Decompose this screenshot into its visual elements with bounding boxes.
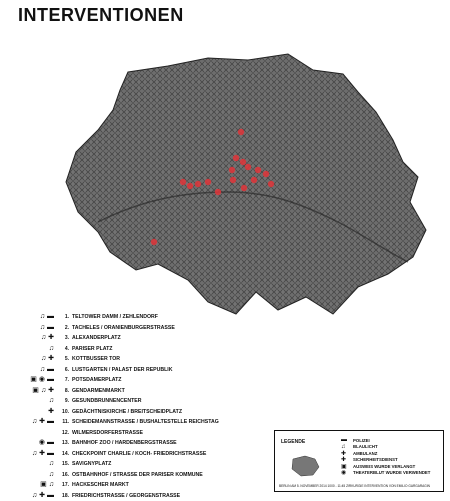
intervention-number: 17.	[60, 482, 69, 488]
intervention-marker	[233, 155, 239, 161]
legend-item-label: THEATERBLUT WURDE VERWENDET	[353, 470, 430, 475]
bell-icon: ♫	[40, 313, 45, 321]
intervention-icons	[20, 313, 60, 321]
cross-icon: ✚	[48, 334, 54, 342]
city-outline	[66, 54, 426, 314]
gun-icon: ▬	[47, 492, 54, 500]
bell-icon: ♫	[32, 450, 37, 458]
intervention-row	[20, 396, 290, 407]
intervention-number: 2.	[60, 325, 69, 331]
intervention-row	[20, 459, 290, 470]
intervention-number: 3.	[60, 335, 69, 341]
intervention-number: 6.	[60, 367, 69, 373]
bell-icon: ♫	[41, 334, 46, 342]
intervention-icons	[20, 460, 60, 468]
intervention-label: WILMERSDORFERSTRASSE	[72, 430, 143, 436]
intervention-marker	[151, 239, 157, 245]
intervention-row	[20, 312, 290, 323]
intervention-label: HACKESCHER MARKT	[72, 482, 129, 488]
bell-icon: ♫	[49, 481, 54, 489]
intervention-number: 14.	[60, 451, 69, 457]
legend-item-label: AMBULANZ	[353, 451, 377, 456]
intervention-label: PARISER PLATZ	[72, 346, 112, 352]
gun-icon: ▬	[47, 376, 54, 384]
cross-icon: ✚	[48, 387, 54, 395]
intervention-marker	[215, 189, 221, 195]
intervention-icons	[20, 408, 60, 416]
intervention-marker	[268, 181, 274, 187]
intervention-row	[20, 428, 290, 439]
intervention-row	[20, 470, 290, 481]
intervention-icons	[20, 471, 60, 479]
intervention-label: SAVIGNYPLATZ	[72, 461, 111, 467]
intervention-marker	[241, 185, 247, 191]
document-icon: ▣	[40, 481, 47, 489]
intervention-number: 7.	[60, 377, 69, 383]
document-icon: ▣	[32, 387, 39, 395]
intervention-label: GENDARMENMARKT	[72, 388, 125, 394]
intervention-label: FRIEDRICHSTRASSE / GEORGENSTRASSE	[72, 493, 180, 499]
bell-icon: ♫	[40, 324, 45, 332]
intervention-row	[20, 365, 290, 376]
intervention-number: 13.	[60, 440, 69, 446]
intervention-row	[20, 417, 290, 428]
gun-icon: ▬	[47, 313, 54, 321]
intervention-label: BAHNHOF ZOO / HARDENBERGSTRASSE	[72, 440, 177, 446]
intervention-icons	[20, 387, 60, 395]
intervention-number: 16.	[60, 472, 69, 478]
intervention-label: OSTBAHNHOF / STRASSE DER PARISER KOMMUNE	[72, 472, 203, 478]
intervention-row	[20, 375, 290, 386]
intervention-icons	[20, 355, 60, 363]
gun-icon: ▬	[47, 366, 54, 374]
intervention-icons	[20, 366, 60, 374]
bell-icon: ♫	[49, 471, 54, 479]
bell-icon: ♫	[49, 345, 54, 353]
intervention-number: 18.	[60, 493, 69, 499]
intervention-label: GESUNDBRUNNENCENTER	[72, 398, 141, 404]
gun-icon: ▬	[47, 324, 54, 332]
intervention-number: 4.	[60, 346, 69, 352]
intervention-icons	[20, 334, 60, 342]
intervention-number: 11.	[60, 419, 69, 425]
intervention-marker	[195, 181, 201, 187]
intervention-icons	[20, 418, 60, 426]
legend-item-label: POLIZEI	[353, 438, 370, 443]
intervention-icons	[20, 397, 60, 405]
intervention-row	[20, 323, 290, 334]
intervention-marker	[187, 183, 193, 189]
intervention-row	[20, 438, 290, 449]
legend-item-label: AUSWEIS WURDE VERLANGT	[353, 464, 415, 469]
gun-icon: ▬	[341, 437, 353, 443]
legend-item	[341, 470, 430, 477]
bell-icon: ♫	[41, 355, 46, 363]
intervention-icons	[20, 481, 60, 489]
theater-icon: ◉	[39, 439, 45, 447]
intervention-label: TELTOWER DAMM / ZEHLENDORF	[72, 314, 158, 320]
intervention-icons	[20, 492, 60, 500]
cross-icon: ✚	[341, 450, 353, 457]
intervention-label: LUSTGARTEN / PALAST DER REPUBLIK	[72, 367, 172, 373]
intervention-row	[20, 333, 290, 344]
bell-icon: ♫	[40, 366, 45, 374]
intervention-marker	[245, 164, 251, 170]
intervention-number: 12.	[60, 430, 69, 436]
intervention-number: 15.	[60, 461, 69, 467]
intervention-icons	[20, 439, 60, 447]
bell-icon: ♫	[32, 418, 37, 426]
intervention-marker	[229, 167, 235, 173]
intervention-icons	[20, 376, 60, 384]
bell-icon: ♫	[49, 397, 54, 405]
intervention-marker	[240, 159, 246, 165]
intervention-row	[20, 491, 290, 501]
intervention-row	[20, 344, 290, 355]
theater-icon: ◉	[39, 376, 45, 384]
page-title: INTERVENTIONEN	[18, 5, 184, 26]
intervention-row	[20, 449, 290, 460]
bell-icon: ♫	[341, 444, 353, 450]
intervention-marker	[238, 129, 244, 135]
legend-footer: BERLIN AM 5. NOVEMBER 2014 1000 - 11:45 ZIRKURGIE INTERVENTION VON EMILIO GARGARAGIN	[279, 484, 430, 488]
cross-icon: ✚	[48, 355, 54, 363]
cross-icon: ✚	[39, 418, 45, 426]
intervention-label: POTSDAMERPLATZ	[72, 377, 121, 383]
berlin-map	[58, 52, 448, 320]
intervention-list	[20, 312, 290, 501]
intervention-label: TACHELES / ORANIENBURGERSTRASSE	[72, 325, 175, 331]
legend-item-label: SICHERHEITSDIENST	[353, 457, 398, 462]
legend-item-label: BLAULICHT	[353, 444, 378, 449]
intervention-row	[20, 386, 290, 397]
gun-icon: ▬	[47, 439, 54, 447]
intervention-marker	[255, 167, 261, 173]
intervention-number: 10.	[60, 409, 69, 415]
cross-icon: ✚	[48, 408, 54, 416]
intervention-marker	[251, 177, 257, 183]
legend-title: LEGENDE	[281, 439, 305, 445]
intervention-row	[20, 354, 290, 365]
legend-mini-map	[289, 455, 321, 477]
bell-icon: ♫	[41, 387, 46, 395]
intervention-label: CHECKPOINT CHARLIE / KOCH- FRIEDRICHSTRASSE	[72, 451, 206, 457]
intervention-label: KOTTBUSSER TOR	[72, 356, 120, 362]
intervention-icons	[20, 450, 60, 458]
document-icon: ▣	[341, 463, 353, 470]
intervention-marker	[205, 179, 211, 185]
intervention-number: 8.	[60, 388, 69, 394]
intervention-label: SCHEIDEMANNSTRASSE / BUSHALTESTELLE REICHSTAG	[72, 419, 219, 425]
gun-icon: ▬	[47, 418, 54, 426]
intervention-label: ALEXANDERPLATZ	[72, 335, 121, 341]
intervention-number: 9.	[60, 398, 69, 404]
bell-icon: ♫	[32, 492, 37, 500]
intervention-icons	[20, 345, 60, 353]
cross-icon: ✚	[341, 456, 353, 463]
theater-icon: ◉	[341, 469, 353, 476]
document-icon: ▣	[30, 376, 37, 384]
intervention-row	[20, 480, 290, 491]
bell-icon: ♫	[49, 460, 54, 468]
intervention-number: 5.	[60, 356, 69, 362]
intervention-marker	[263, 171, 269, 177]
intervention-icons	[20, 324, 60, 332]
intervention-marker	[180, 179, 186, 185]
legend-box	[274, 430, 444, 492]
intervention-number: 1.	[60, 314, 69, 320]
intervention-row	[20, 407, 290, 418]
cross-icon: ✚	[39, 450, 45, 458]
legend-items	[341, 437, 430, 476]
intervention-marker	[230, 177, 236, 183]
gun-icon: ▬	[47, 450, 54, 458]
intervention-label: GEDÄCHTNISKIRCHE / BREITSCHEIDPLATZ	[72, 409, 182, 415]
cross-icon: ✚	[39, 492, 45, 500]
